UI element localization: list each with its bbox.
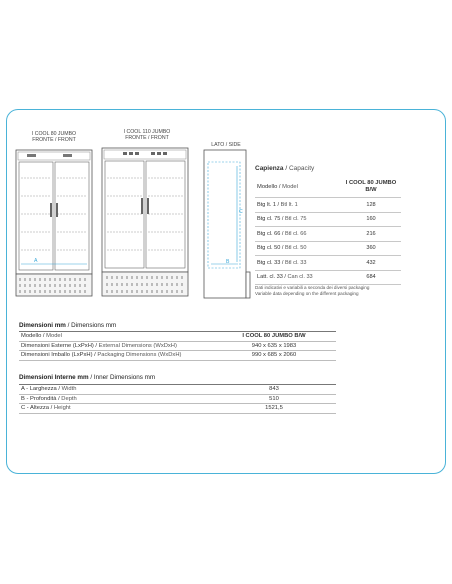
dim-marker-c: C <box>239 209 243 215</box>
table-row: Modello / Model I COOL 80 JUMBO B/W <box>19 332 336 342</box>
model-2-label: I COOL 110 JUMBO FRONTE / FRONT <box>123 129 171 141</box>
capacity-title: Capienza / Capacity <box>255 165 315 172</box>
inner-dimensions-table <box>19 384 336 414</box>
cooler-side-drawing <box>202 148 254 300</box>
table-row: A - Larghezza / Width 843 <box>19 385 336 395</box>
dimensions-title: Dimensioni mm / Dimensions mm <box>19 322 117 329</box>
table-row: Latt. cl. 33 / Can cl. 33 684 <box>255 270 401 285</box>
table-row: Btg cl. 75 / Btl cl. 75 160 <box>255 212 401 227</box>
table-row: Btg lt. 1 / Btl lt. 1 128 <box>255 198 401 213</box>
capacity-model-value: I COOL 80 JUMBO B/W <box>341 176 401 198</box>
model-1-label: I COOL 80 JUMBO FRONTE / FRONT <box>31 131 77 143</box>
table-row: Dimensioni Imballo (LxPxH) / Packaging Dimensions (WxDxH) 990 x 685 x 2060 <box>19 351 336 361</box>
dimensions-table <box>19 331 336 361</box>
capacity-header-row: Modello / Model I COOL 80 JUMBO B/W <box>255 176 401 198</box>
table-row: C - Altezza / Height 1521,5 <box>19 404 336 414</box>
capacity-note: Dati indicativi e variabili a seconda dei diversi packaging Variable data depending on the different packaging <box>255 285 370 296</box>
side-view-label: LATO / SIDE <box>211 142 241 148</box>
table-row: Btg cl. 66 / Btl cl. 66 216 <box>255 227 401 242</box>
table-row: B - Profondità / Depth 510 <box>19 394 336 404</box>
cooler-110-front-drawing <box>101 146 191 298</box>
inner-dimensions-title: Dimensioni Interne mm / Inner Dimensions mm <box>19 374 156 381</box>
table-row: Dimensioni Esterne (LxPxH) / External Dimensions (WxDxH) 940 x 635 x 1983 <box>19 341 336 351</box>
dim-marker-b: B <box>226 259 230 265</box>
dim-marker-a: A <box>34 258 38 264</box>
capacity-table <box>255 176 401 285</box>
table-row: Btg cl. 50 / Btl cl. 50 360 <box>255 241 401 256</box>
table-row: Btg cl. 33 / Btl cl. 33 432 <box>255 256 401 271</box>
cooler-80-front-drawing <box>15 148 95 298</box>
